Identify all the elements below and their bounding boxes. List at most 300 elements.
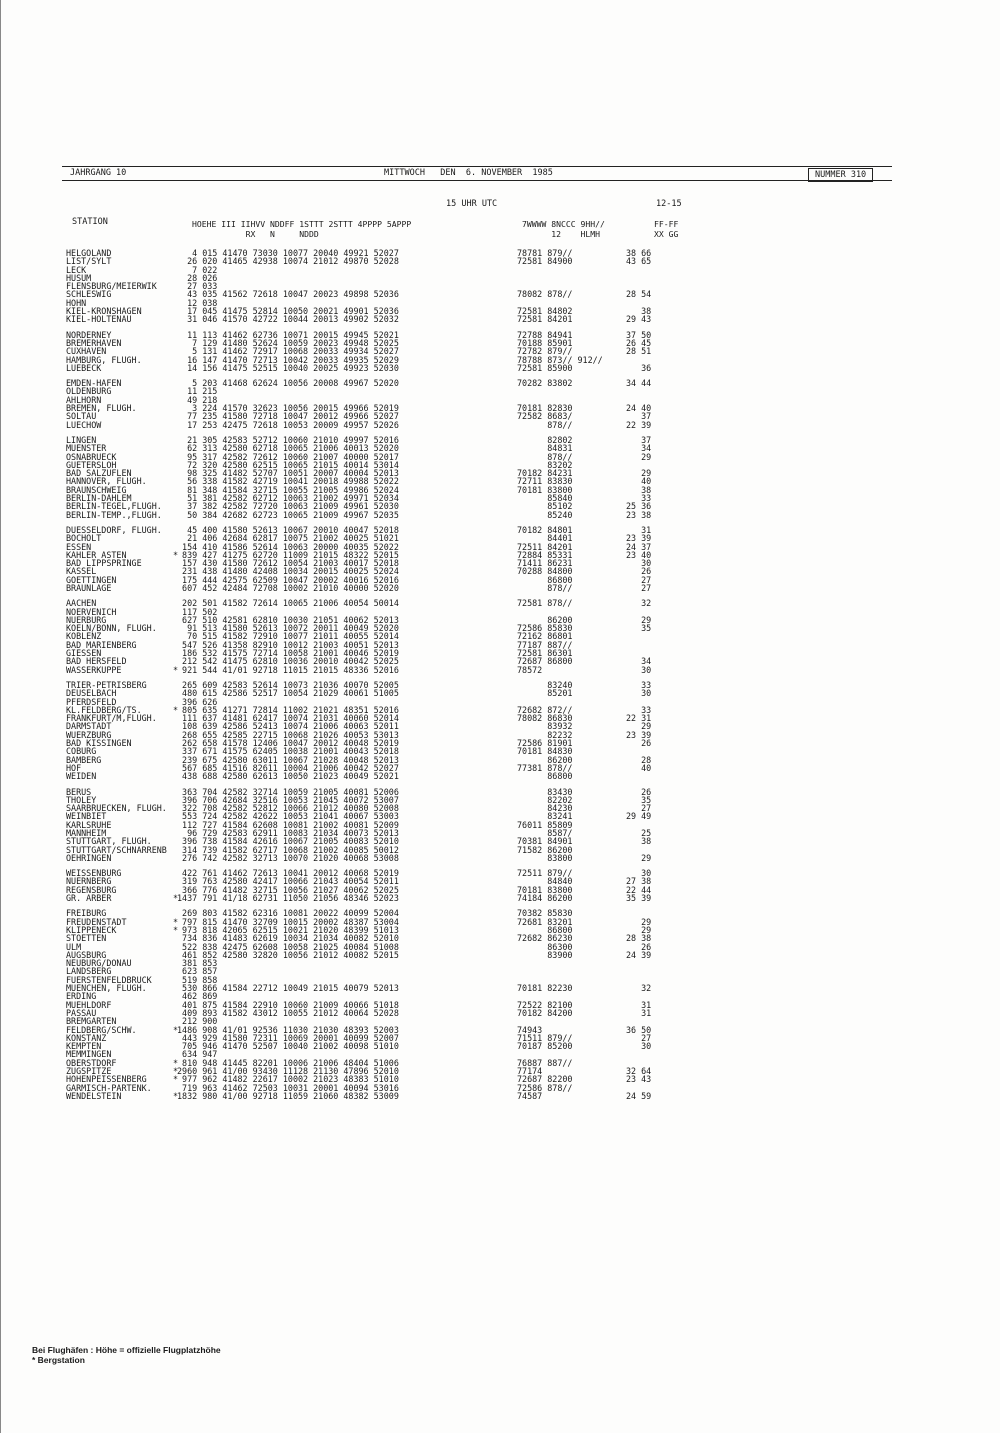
station-name: WASSERKUPPE	[66, 664, 122, 675]
station-name: NUERNBERG	[66, 876, 112, 887]
wind-values: 27 38	[626, 876, 652, 887]
code-groups: 530 866 41584 22712 10049 21015 40079 52013	[177, 983, 399, 994]
station-name: HUSUM	[66, 272, 92, 283]
wind-values: 28	[626, 754, 652, 765]
extra-groups: 72682 86230	[517, 933, 573, 944]
code-groups: 422 761 41462 72613 10041 20012 40068 52019	[177, 868, 399, 879]
station-name: LECK	[66, 264, 87, 275]
wind-values: 34 44	[626, 378, 652, 389]
extra-groups: 77174	[517, 1066, 543, 1077]
extra-groups: 78788 873// 912//	[517, 354, 603, 365]
table-row	[66, 266, 706, 274]
date-label: MITTWOCH DEN 6. NOVEMBER 1985	[384, 168, 553, 178]
station-name: CUXHAVEN	[66, 346, 107, 357]
extra-groups: 71582 86200	[517, 844, 573, 855]
extra-groups: 85840	[517, 493, 573, 504]
station-group	[66, 681, 706, 781]
code-groups: 98 325 41482 52707 10051 20007 40004 52013	[177, 468, 399, 479]
station-marker: *	[173, 549, 179, 560]
wind-values: 27	[626, 1032, 652, 1043]
station-group	[66, 869, 706, 902]
extra-groups: 78572	[517, 664, 543, 675]
station-name: MEMMINGEN	[66, 1049, 112, 1060]
code-groups: 7 022	[177, 264, 218, 275]
code-groups: 363 704 42582 32714 10059 21005 40081 52006	[177, 786, 399, 797]
station-name: BAD LIPPSPRINGE	[66, 558, 142, 569]
station-name: SAARBRUECKEN, FLUGH.	[66, 803, 167, 814]
table-row	[66, 421, 706, 429]
code-groups: 21 406 42684 62817 10075 21002 40025 51021	[177, 533, 399, 544]
station-name: FLENSBURG/MEIERWIK	[66, 281, 157, 292]
table-row	[66, 951, 706, 959]
station-name: WENDELSTEIN	[66, 1090, 122, 1101]
wind-values: 26	[626, 941, 652, 952]
wind-values: 32 64	[626, 1066, 652, 1077]
extra-groups: 72581 84900	[517, 256, 573, 267]
station-name: DUESSELDORF, FLUGH.	[66, 524, 162, 535]
station-name: AHLHORN	[66, 394, 102, 405]
extra-groups: 70182 84231	[517, 468, 573, 479]
station-name: GARMISCH-PARTENK.	[66, 1082, 152, 1093]
station-name: ZUGSPITZE	[66, 1066, 112, 1077]
code-groups: 269 803 41582 62316 10081 20022 40099 52004	[177, 908, 399, 919]
station-name: MUENSTER	[66, 443, 107, 454]
extra-groups: 82232	[517, 729, 573, 740]
table-row	[66, 387, 706, 395]
station-name: KLIPPENECK	[66, 924, 117, 935]
wind-values: 23 43	[626, 1074, 652, 1085]
station-name: NUERBURG	[66, 614, 107, 625]
code-groups: 14 156 41475 52515 10040 20025 49923 52030	[177, 362, 399, 373]
station-name: BAD MARIENBERG	[66, 639, 137, 650]
code-groups: 396 738 41584 42616 10067 21005 40083 52010	[177, 836, 399, 847]
footer-note-mountain: * Bergstation	[32, 1355, 85, 1365]
code-groups: 973 818 42065 62515 10021 21020 48399 51013	[177, 924, 399, 935]
extra-groups: 83240	[517, 679, 573, 690]
extra-groups: 82202	[517, 794, 573, 805]
code-groups: 37 382 42582 72720 10063 21009 49961 52030	[177, 501, 399, 512]
extra-groups: 74943	[517, 1024, 543, 1035]
wind-values: 26	[626, 738, 652, 749]
station-name: THOLEY	[66, 794, 97, 805]
station-name: HOHENPEISSENBERG	[66, 1074, 147, 1085]
wind-values: 26	[626, 786, 652, 797]
code-groups: 17 045 41475 52814 10050 20021 49901 52036	[177, 306, 399, 317]
code-groups: 3 224 41570 32623 10056 20015 49966 52019	[177, 403, 399, 414]
code-groups: 16 147 41470 72713 10042 20033 49935 52029	[177, 354, 399, 365]
code-groups: 72 320 42580 62515 10065 21015 40014 53014	[177, 459, 399, 470]
extra-groups: 85201	[517, 688, 573, 699]
extra-groups: 85240	[517, 509, 573, 520]
code-groups: 21 305 42583 52712 10060 21010 49997 52016	[177, 434, 399, 445]
code-groups: 480 615 42586 52517 10054 21029 40061 51005	[177, 688, 399, 699]
extra-groups: 70181 82830	[517, 403, 573, 414]
station-name: LINGEN	[66, 434, 97, 445]
extra-groups: 72511 879//	[517, 868, 573, 879]
wind-values: 27	[626, 803, 652, 814]
station-group	[66, 379, 706, 429]
code-groups: 12 038	[177, 297, 218, 308]
station-group	[66, 909, 706, 1100]
station-name: BOCHOLT	[66, 533, 102, 544]
extra-groups: 78781 879//	[517, 248, 573, 258]
station-name: BAD KISSINGEN	[66, 738, 132, 749]
station-name: NOERVENICH	[66, 606, 117, 617]
code-groups: 56 338 41582 42719 10041 20018 49988 52022	[177, 476, 399, 487]
extra-groups: 72586 81901	[517, 738, 573, 749]
code-groups: 366 776 41482 32715 10056 21027 40062 52025	[177, 884, 399, 895]
table-row	[66, 772, 706, 780]
station-name: KOELN/BONN, FLUGH.	[66, 623, 157, 634]
station-name: BERLIN-TEGEL,FLUGH.	[66, 501, 162, 512]
table-row	[66, 257, 706, 265]
extra-groups: 70188 85901	[517, 337, 573, 348]
wind-heading-2: XX GG	[654, 229, 679, 239]
table-row	[66, 854, 706, 862]
code-groups: 5 203 41468 62624 10056 20008 49967 52020	[177, 378, 399, 389]
issue-number: NUMMER 310	[808, 168, 873, 182]
table-row	[66, 1092, 706, 1100]
extra-groups: 70381 84901	[517, 836, 573, 847]
code-groups: 31 046 41570 42722 10044 20013 49902 52032	[177, 314, 399, 325]
code-groups: 231 438 41480 42408 10034 20015 40025 52024	[177, 566, 399, 577]
table-row	[66, 1009, 706, 1017]
station-name: NEUBURG/DONAU	[66, 958, 132, 969]
station-name: REGENSBURG	[66, 884, 117, 895]
code-groups: 839 427 41275 62720 11009 21015 48322 52015	[177, 549, 399, 560]
extra-heading-1: 7WWWW 8NCCC 9HH//	[522, 219, 605, 229]
wind-values: 34	[626, 443, 652, 454]
extra-groups: 70187 85200	[517, 1041, 573, 1052]
wind-values: 22 44	[626, 884, 652, 895]
station-marker: *	[173, 924, 179, 935]
extra-groups: 72682 872//	[517, 704, 573, 715]
station-name: MUENCHEN, FLUGH.	[66, 983, 147, 994]
extra-groups: 72162 86801	[517, 631, 573, 642]
station-name: BAMBERG	[66, 754, 102, 765]
wind-heading-1: FF-FF	[654, 219, 679, 229]
station-name: BREMGARTEN	[66, 1016, 117, 1027]
wind-values: 25	[626, 828, 652, 838]
station-group	[66, 788, 706, 863]
wind-values: 31	[626, 1007, 652, 1018]
wind-values: 29 49	[626, 811, 652, 822]
station-name: DEUSELBACH	[66, 688, 117, 699]
code-groups: 401 875 41584 22910 10060 21009 40066 51018	[177, 999, 399, 1010]
code-groups: 810 948 41445 82201 10006 21006 48404 51006	[177, 1057, 399, 1068]
code-groups: 268 655 42585 22715 10068 21026 40053 53013	[177, 729, 399, 740]
table-row	[66, 290, 706, 298]
station-name: OEHRINGEN	[66, 852, 112, 863]
station-name: PASSAU	[66, 1007, 97, 1018]
code-groups: 977 962 41482 22617 10002 21023 48383 51010	[177, 1074, 399, 1085]
station-name: BREMERHAVEN	[66, 337, 122, 348]
station-name: MUEHLDORF	[66, 999, 112, 1010]
wind-values: 37 50	[626, 329, 652, 340]
wind-values: 29	[626, 468, 652, 479]
wind-values: 43 65	[626, 256, 652, 267]
station-name: SOLTAU	[66, 411, 97, 422]
code-groups: 322 708 42582 52812 10066 21012 40080 52008	[177, 803, 399, 814]
extra-groups: 72884 85331	[517, 549, 573, 560]
extra-groups: 878//	[517, 451, 573, 462]
extra-heading-2: 12 HLMH	[522, 229, 600, 239]
extra-groups: 72782 879//	[517, 346, 573, 357]
extra-groups: 70382 85830	[517, 908, 573, 919]
station-marker: *	[173, 893, 179, 904]
station-name: BERUS	[66, 786, 92, 797]
code-groups: 319 763 42580 42417 10066 21043 40054 52011	[177, 876, 399, 887]
wind-values: 24 37	[626, 541, 652, 552]
table-row	[66, 511, 706, 519]
code-groups: 461 852 42580 32820 10056 21012 40082 52015	[177, 949, 399, 960]
table-row	[66, 1042, 706, 1050]
extra-groups: 72581 84201	[517, 314, 573, 325]
station-name: EMDEN-HAFEN	[66, 378, 122, 389]
wind-values: 28 38	[626, 933, 652, 944]
code-groups: 607 452 42484 72708 10002 21010 40000 52020	[177, 582, 399, 593]
extra-groups: 78082 878//	[517, 289, 573, 300]
station-name: WEINBIET	[66, 811, 107, 822]
extra-groups: 72711 83830	[517, 476, 573, 487]
wind-values: 35	[626, 623, 652, 634]
code-groups: 805 635 41271 72814 11002 21021 48351 52016	[177, 704, 399, 715]
station-name: GIESSEN	[66, 648, 102, 659]
code-groups: 77 235 41580 72718 10047 20012 49966 52027	[177, 411, 399, 422]
extra-groups: 72581 878//	[517, 598, 573, 609]
station-name: HAMBURG, FLUGH.	[66, 354, 142, 365]
code-groups: 62 313 42580 62718 10065 21006 40013 52020	[177, 443, 399, 454]
station-marker: *	[173, 1024, 179, 1035]
extra-groups: 72522 82100	[517, 999, 573, 1010]
extra-groups: 77381 878//	[517, 762, 573, 773]
wind-values: 29	[626, 614, 652, 625]
wind-values: 32	[626, 983, 652, 994]
extra-groups: 70182 84200	[517, 1007, 573, 1018]
code-groups: 623 857	[177, 966, 218, 977]
station-name: BERLIN-TEMP.,FLUGH.	[66, 509, 162, 520]
code-groups: 547 526 41358 82910 10012 21003 40051 52013	[177, 639, 399, 650]
wind-values: 30	[626, 1041, 652, 1052]
extra-groups: 72788 84941	[517, 329, 573, 340]
station-name: AUGSBURG	[66, 949, 107, 960]
extra-groups: 72581 84802	[517, 306, 573, 317]
code-groups: 553 724 42582 42622 10053 21041 40067 53003	[177, 811, 399, 822]
code-groups: 627 510 42581 62810 10030 21051 40062 52013	[177, 614, 399, 625]
wind-values: 33	[626, 679, 652, 690]
code-groups: 719 963 41462 72503 10031 20001 40094 53016	[177, 1082, 399, 1093]
code-groups: 49 218	[177, 394, 218, 405]
station-marker: *	[173, 1066, 179, 1077]
extra-groups: 86300	[517, 941, 573, 952]
station-name: PFERDSFELD	[66, 696, 117, 707]
extra-groups: 74184 86200	[517, 893, 573, 904]
extra-groups: 84401	[517, 533, 573, 544]
extra-groups: 72586 878//	[517, 1082, 573, 1093]
table-row	[66, 984, 706, 992]
station-name: WEIDEN	[66, 771, 97, 782]
wind-values: 30	[626, 688, 652, 699]
extra-groups: 86800	[517, 574, 573, 585]
code-groups: 276 742 42582 32713 10070 21020 40068 53008	[177, 852, 399, 863]
code-groups: 111 637 41481 62417 10074 21031 40060 52014	[177, 713, 399, 724]
wind-values: 24 39	[626, 949, 652, 960]
extra-groups: 85102	[517, 501, 573, 512]
wind-values: 27	[626, 574, 652, 585]
wind-values: 29	[626, 916, 652, 927]
extra-groups: 70182 84801	[517, 524, 573, 535]
extra-groups: 72687 86800	[517, 656, 573, 667]
extra-groups: 71411 86231	[517, 558, 573, 569]
wind-values: 35 39	[626, 893, 652, 904]
station-name: KAHLER ASTEN	[66, 549, 127, 560]
extra-groups: 83202	[517, 459, 573, 470]
station-marker: *	[173, 916, 179, 927]
extra-groups: 878//	[517, 419, 573, 430]
wind-values: 29 43	[626, 314, 652, 325]
code-groups: 186 532 41575 72714 10058 21001 40046 52019	[177, 648, 399, 659]
extra-groups: 86800	[517, 771, 573, 782]
extra-groups: 72687 82200	[517, 1074, 573, 1085]
extra-groups: 84230	[517, 803, 573, 814]
table-row	[66, 584, 706, 592]
code-groups: 108 639 42586 52413 10074 21006 40063 52011	[177, 721, 399, 732]
code-groups: 396 706 42684 32516 10053 21045 40072 53007	[177, 794, 399, 805]
table-row	[66, 364, 706, 372]
wind-values: 36 50	[626, 1024, 652, 1035]
wind-values: 40	[626, 476, 652, 487]
extra-groups: 77187 887//	[517, 639, 573, 650]
station-group	[66, 249, 706, 324]
wind-values: 35	[626, 794, 652, 805]
wind-values: 30	[626, 664, 652, 675]
wind-values: 38	[626, 306, 652, 317]
extra-groups: 72582 8683/	[517, 411, 573, 422]
station-name: OSNABRUECK	[66, 451, 117, 462]
code-groups: 262 658 41578 12406 10047 20012 40048 52019	[177, 738, 399, 749]
extra-groups: 70181 84830	[517, 746, 573, 757]
wind-values: 22 31	[626, 713, 652, 724]
code-groups: 95 317 42582 72612 10060 21007 40000 52017	[177, 451, 399, 462]
station-name: FREIBURG	[66, 908, 107, 919]
station-name: BAD SALZUFLEN	[66, 468, 132, 479]
code-groups: 17 253 42475 72618 10053 20009 49957 52026	[177, 419, 399, 430]
wind-values: 23 40	[626, 549, 652, 560]
extra-groups: 70181 83800	[517, 884, 573, 895]
code-heading-1: HOEHE III IIHVV NDDFF 1STTT 2STTT 4PPPP 5APPP	[192, 219, 412, 229]
table-row	[66, 274, 706, 282]
code-groups: 705 946 41470 52507 10040 21002 40098 51010	[177, 1041, 399, 1052]
table-row	[66, 379, 706, 387]
station-group	[66, 599, 706, 674]
station-marker: *	[173, 1090, 179, 1101]
station-name: ESSEN	[66, 541, 92, 552]
station-name: KL.FELDBERG/TS.	[66, 704, 142, 715]
wind-values: 29	[626, 924, 652, 935]
extra-groups: 83900	[517, 949, 573, 960]
table-row	[66, 967, 706, 975]
code-groups: 11 215	[177, 386, 218, 397]
footer-note-airports: Bei Flughäfen : Höhe = offizielle Flugplatzhöhe	[32, 1345, 221, 1355]
time-label-right: 12-15	[656, 199, 682, 209]
station-group	[66, 331, 706, 372]
extra-groups: 83932	[517, 721, 573, 732]
station-name: SCHLESWIG	[66, 289, 112, 300]
station-name: WEISSENBURG	[66, 868, 122, 879]
code-groups: 7 129 41480 52624 10059 20023 49948 52025	[177, 337, 399, 348]
table-row	[66, 894, 706, 902]
code-groups: 51 381 42582 62712 10063 21002 49971 52034	[177, 493, 399, 504]
extra-groups: 72581 85900	[517, 362, 573, 373]
code-groups: 1832 980 41/00 92718 11059 21060 48382 53009	[177, 1090, 399, 1101]
code-groups: 96 729 42583 62911 10083 21034 40073 52013	[177, 828, 399, 838]
station-heading: STATION	[72, 217, 108, 227]
station-name: KIEL-HOLTENAU	[66, 314, 132, 325]
extra-groups: 72681 83201	[517, 916, 573, 927]
wind-values: 26	[626, 566, 652, 577]
table-row	[66, 666, 706, 674]
station-name: FELDBERG/SCHW.	[66, 1024, 137, 1035]
code-groups: 212 542 41475 62810 10036 20010 40042 52025	[177, 656, 399, 667]
extra-groups: 70181 83800	[517, 484, 573, 495]
station-name: LIST/SYLT	[66, 256, 112, 267]
station-name: BRAUNSCHWEIG	[66, 484, 127, 495]
station-name: BERLIN-DAHLEM	[66, 493, 132, 504]
station-name: BAD HERSFELD	[66, 656, 127, 667]
wind-values: 25 36	[626, 501, 652, 512]
wind-values: 31	[626, 999, 652, 1010]
station-name: MANNHEIM	[66, 828, 107, 838]
station-name: TRIER-PETRISBERG	[66, 679, 147, 690]
station-name: HANNOVER, FLUGH.	[66, 476, 147, 487]
code-groups: 154 410 41586 52614 10063 20000 40035 52022	[177, 541, 399, 552]
station-name: HOHN	[66, 297, 87, 308]
wind-values: 33	[626, 704, 652, 715]
code-groups: 157 430 41580 72612 10054 21003 40017 52018	[177, 558, 399, 569]
code-groups: 91 513 41580 52613 10072 20011 40049 52020	[177, 623, 399, 634]
station-name: FUERSTENFELDBRUCK	[66, 974, 152, 985]
wind-values: 34	[626, 656, 652, 667]
station-name: KASSEL	[66, 566, 97, 577]
extra-groups: 72511 84201	[517, 541, 573, 552]
code-groups: 26 020 41465 42938 10074 21012 49870 52028	[177, 256, 399, 267]
code-groups: 50 384 42682 62723 10065 21009 49967 52035	[177, 509, 399, 520]
wind-values: 30	[626, 868, 652, 879]
code-groups: 70 515 41582 72910 10077 21011 40055 52014	[177, 631, 399, 642]
station-marker: *	[173, 664, 179, 675]
wind-values: 26 45	[626, 337, 652, 348]
code-groups: 45 400 41580 52613 10067 20010 40047 52018	[177, 524, 399, 535]
code-groups: 734 836 41483 62619 10034 21034 40082 52010	[177, 933, 399, 944]
station-name: LUECHOW	[66, 419, 102, 430]
code-groups: 5 131 41462 72917 10068 20033 49934 52027	[177, 346, 399, 357]
code-groups: 112 727 41584 62608 10081 21002 40081 52009	[177, 819, 399, 830]
wind-values: 30	[626, 558, 652, 569]
station-name: GR. ARBER	[66, 893, 112, 904]
code-groups: 117 502	[177, 606, 218, 617]
station-name: OLDENBURG	[66, 386, 112, 397]
extra-groups: 86200	[517, 614, 573, 625]
code-groups: 175 444 42575 62509 10047 20002 40016 52016	[177, 574, 399, 585]
station-name: WUERZBURG	[66, 729, 112, 740]
wind-values: 28 54	[626, 289, 652, 300]
station-name: COBURG	[66, 746, 97, 757]
wind-values: 23 39	[626, 729, 652, 740]
station-name: OBERSTDORF	[66, 1057, 117, 1068]
station-name: ERDING	[66, 991, 97, 1002]
extra-groups: 84831	[517, 443, 573, 454]
code-groups: 396 626	[177, 696, 218, 707]
